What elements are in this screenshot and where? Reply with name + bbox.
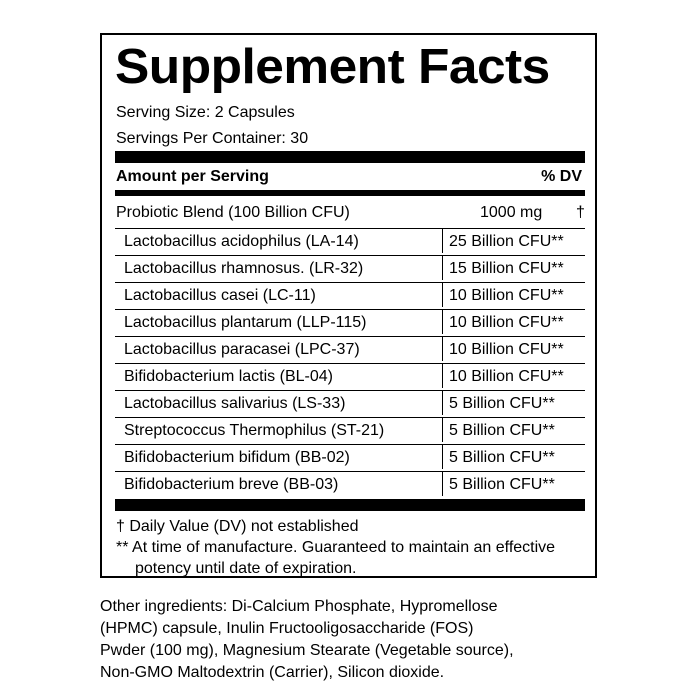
panel-title: Supplement Facts: [115, 40, 550, 94]
thick-divider-top: [115, 151, 585, 163]
strain-amount: 10 Billion CFU**: [442, 337, 564, 361]
other-ingredients-line: Non-GMO Maltodextrin (Carrier), Silicon dioxide.: [100, 664, 445, 681]
servings-per-container: Servings Per Container: 30: [116, 130, 309, 147]
medium-divider: [115, 190, 585, 196]
footnote-dagger: † Daily Value (DV) not established: [116, 518, 359, 535]
other-ingredients-line: Pwder (100 mg), Magnesium Stearate (Vegetable source),: [100, 642, 514, 659]
footnote-asterisk-continued: potency until date of expiration.: [135, 560, 357, 577]
table-row: [115, 337, 585, 364]
strain-amount: 10 Billion CFU**: [442, 310, 564, 334]
strain-name: Streptococcus Thermophilus (ST-21): [124, 422, 385, 439]
strain-amount: 5 Billion CFU**: [442, 418, 555, 442]
table-row: [115, 229, 585, 256]
table-row: [115, 310, 585, 337]
strain-name: Lactobacillus paracasei (LPC-37): [124, 341, 360, 358]
table-row: [115, 391, 585, 418]
thick-divider-bottom: [115, 499, 585, 511]
table-row: [115, 364, 585, 391]
strain-name: Lactobacillus casei (LC-11): [124, 287, 316, 304]
table-row: [115, 256, 585, 283]
amount-per-serving-label: Amount per Serving: [116, 168, 269, 185]
strain-amount: 15 Billion CFU**: [442, 256, 564, 280]
table-row: [115, 418, 585, 445]
dv-label: % DV: [541, 168, 582, 185]
strain-amount: 25 Billion CFU**: [442, 229, 564, 253]
strain-amount: 5 Billion CFU**: [442, 391, 555, 415]
supplement-facts-panel: [100, 33, 597, 578]
table-row: [115, 445, 585, 472]
strain-name: Lactobacillus acidophilus (LA-14): [124, 233, 359, 250]
strain-name: Bifidobacterium breve (BB-03): [124, 476, 339, 493]
other-ingredients: [100, 596, 620, 684]
strain-name: Bifidobacterium bifidum (BB-02): [124, 449, 350, 466]
table-row: [115, 283, 585, 310]
strain-amount: 5 Billion CFU**: [442, 445, 555, 469]
strain-name: Lactobacillus rhamnosus. (LR-32): [124, 260, 364, 277]
strain-name: Bifidobacterium lactis (BL-04): [124, 368, 333, 385]
strain-amount: 10 Billion CFU**: [442, 364, 564, 388]
strain-list: [115, 229, 585, 499]
probiotic-blend-amount: 1000 mg: [480, 204, 543, 221]
probiotic-blend-name: Probiotic Blend (100 Billion CFU): [116, 204, 350, 221]
serving-size: Serving Size: 2 Capsules: [116, 104, 295, 121]
strain-name: Lactobacillus plantarum (LLP-115): [124, 314, 367, 331]
other-ingredients-line: (HPMC) capsule, Inulin Fructooligosaccharide (FOS): [100, 620, 474, 637]
footnote-asterisk: ** At time of manufacture. Guaranteed to maintain an effective: [116, 539, 556, 556]
strain-name: Lactobacillus salivarius (LS-33): [124, 395, 346, 412]
strain-amount: 5 Billion CFU**: [442, 472, 555, 496]
probiotic-blend-dv: †: [576, 204, 585, 221]
table-row: [115, 472, 585, 499]
other-ingredients-line: Other ingredients: Di-Calcium Phosphate, Hypromellose: [100, 598, 498, 615]
strain-amount: 10 Billion CFU**: [442, 283, 564, 307]
